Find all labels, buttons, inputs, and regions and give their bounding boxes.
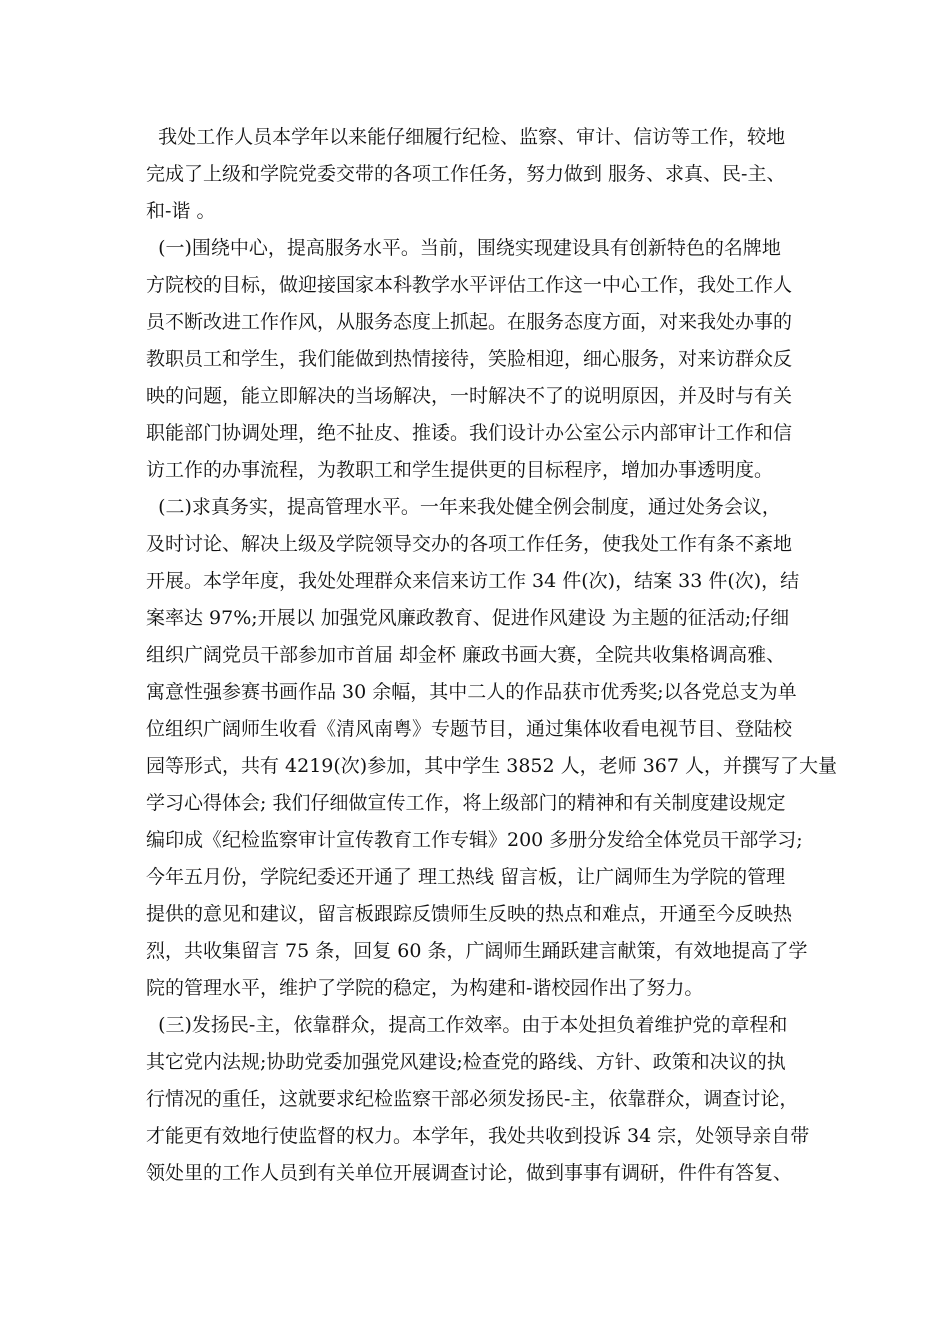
text-line: 学习心得体会; 我们仔细做宣传工作，将上级部门的精神和有关制度建设规定 bbox=[146, 792, 786, 814]
text-line: 才能更有效地行使监督的权力。本学年，我处共收到投诉 34 宗，处领导亲自带 bbox=[146, 1125, 810, 1147]
text-line: 及时讨论、解决上级及学院领导交办的各项工作任务，使我处工作有条不紊地 bbox=[146, 533, 793, 555]
text-line: 方院校的目标，做迎接国家本科教学水平评估工作这一中心工作，我处工作人 bbox=[146, 274, 793, 296]
text-line: 行情况的重任，这就要求纪检监察干部必须发扬民-主，依靠群众，调查讨论， bbox=[146, 1088, 799, 1110]
text-line: 员不断改进工作作风，从服务态度上抓起。在服务态度方面，对来我处办事的 bbox=[146, 311, 793, 333]
text-line: 完成了上级和学院党委交带的各项工作任务，努力做到 服务、求真、民-主、 bbox=[146, 163, 786, 185]
text-line: 园等形式，共有 4219(次)参加，其中学生 3852 人，老师 367 人，并撰写了大量 bbox=[146, 755, 837, 777]
text-line: 我处工作人员本学年以来能仔细履行纪检、监察、审计、信访等工作，较地 bbox=[146, 126, 786, 148]
text-line: 职能部门协调处理，绝不扯皮、推诿。我们设计办公室公示内部审计工作和信 bbox=[146, 422, 793, 444]
text-line: 提供的意见和建议，留言板跟踪反馈师生反映的热点和难点，开通至今反映热 bbox=[146, 903, 793, 925]
text-line: (一)围绕中心，提高服务水平。当前，围绕实现建设具有创新特色的名牌地 bbox=[146, 237, 781, 259]
text-line: 院的管理水平，维护了学院的稳定，为构建和-谐校园作出了努力。 bbox=[146, 977, 704, 999]
text-line: 其它党内法规;协助党委加强党风建设;检查党的路线、方针、政策和决议的执 bbox=[146, 1051, 786, 1073]
text-line: 编印成《纪检监察审计宣传教育工作专辑》200 多册分发给全体党员干部学习; bbox=[146, 829, 803, 851]
text-line: 和-谐 。 bbox=[146, 200, 216, 222]
text-line: 领处里的工作人员到有关单位开展调查讨论，做到事事有调研，件件有答复、 bbox=[146, 1162, 793, 1184]
text-line: 访工作的办事流程，为教职工和学生提供更的目标程序，增加办事透明度。 bbox=[146, 459, 774, 481]
text-line: 寓意性强参赛书画作品 30 余幅，其中二人的作品获市优秀奖;以各党总支为单 bbox=[146, 681, 797, 703]
text-line: 位组织广阔师生收看《清风南粤》专题节目，通过集体收看电视节目、登陆校 bbox=[146, 718, 793, 740]
text-line: 组织广阔党员干部参加市首届 却金杯 廉政书画大赛，全院共收集格调高雅、 bbox=[146, 644, 786, 666]
text-line: 开展。本学年度，我处处理群众来信来访工作 34 件(次)，结案 33 件(次)，结 bbox=[146, 570, 800, 592]
text-line: 映的问题，能立即解决的当场解决，一时解决不了的说明原因，并及时与有关 bbox=[146, 385, 793, 407]
text-line: 烈，共收集留言 75 条，回复 60 条，广阔师生踊跃建言献策，有效地提高了学 bbox=[146, 940, 808, 962]
text-line: (二)求真务实，提高管理水平。一年来我处健全例会制度，通过处务会议， bbox=[146, 496, 781, 518]
text-line: (三)发扬民-主，依靠群众，提高工作效率。由于本处担负着维护党的章程和 bbox=[146, 1014, 788, 1036]
text-line: 今年五月份，学院纪委还开通了 理工热线 留言板，让广阔师生为学院的管理 bbox=[146, 866, 786, 888]
text-line: 案率达 97%;开展以 加强党风廉政教育、促进作风建设 为主题的征活动;仔细 bbox=[146, 607, 790, 629]
text-line: 教职员工和学生，我们能做到热情接待，笑脸相迎，细心服务，对来访群众反 bbox=[146, 348, 793, 370]
